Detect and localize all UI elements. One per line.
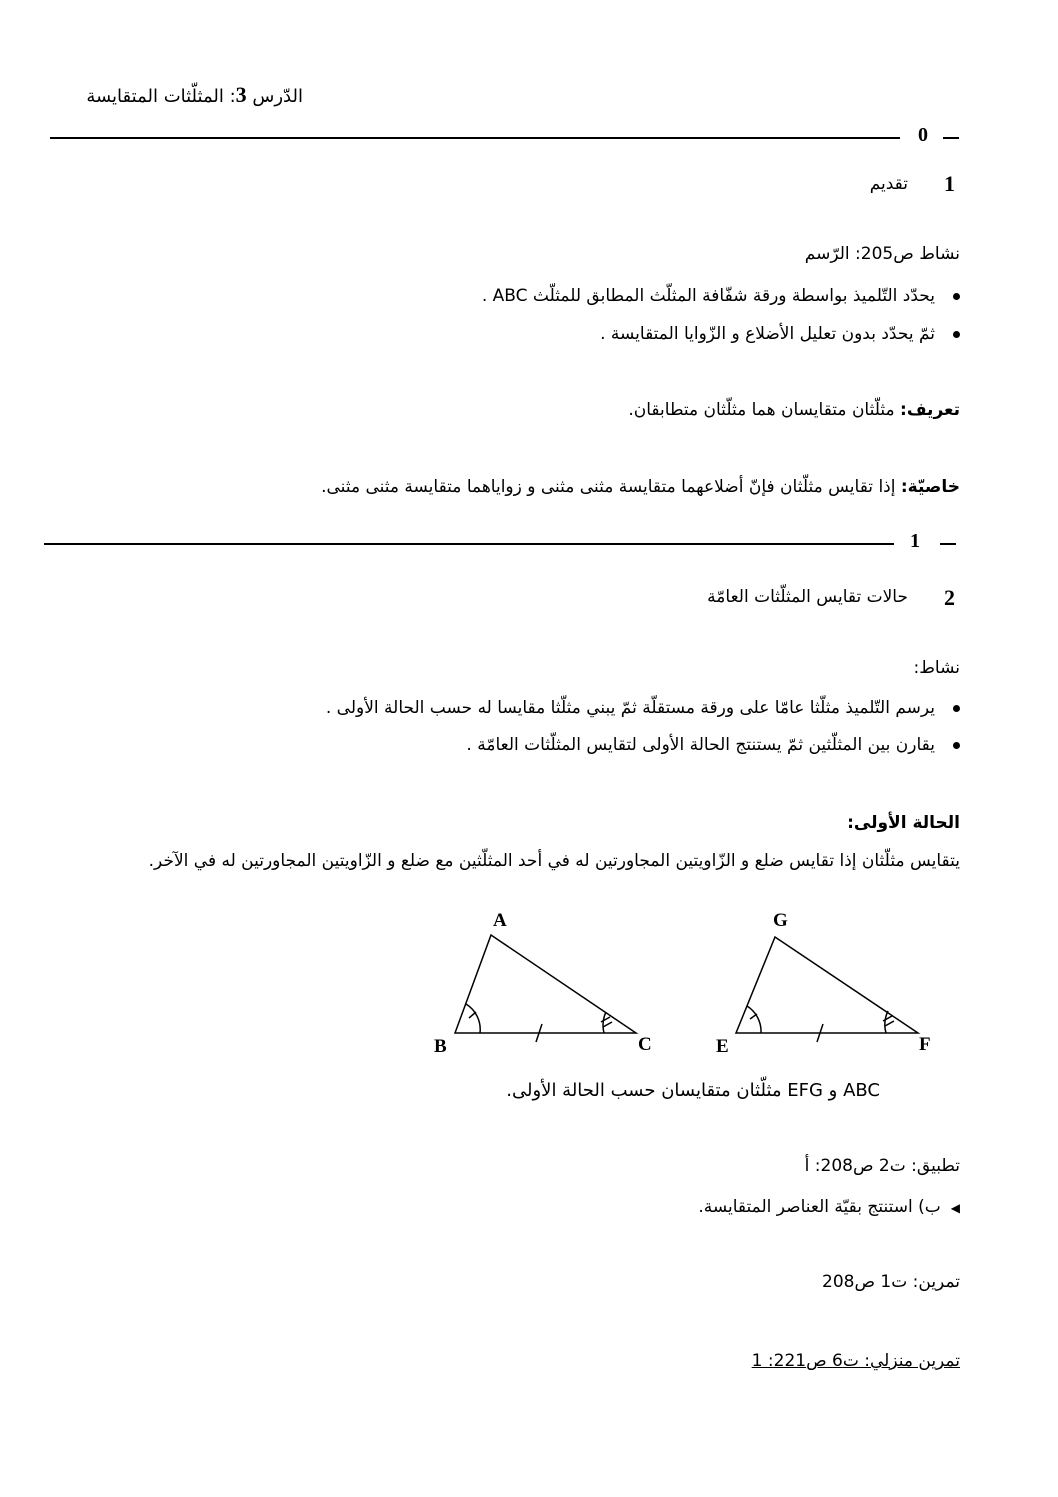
divider-0 — [50, 137, 900, 139]
triangle-left-icon: ◀ — [950, 1201, 960, 1215]
bullet-text: يقارن بين المثلّثين ثمّ يستنتج الحالة الأولى لتقايس المثلّثات العامّة . — [466, 735, 935, 755]
case-text: يتقايس مثلّثان إذا تقايس ضلع و الزّاويتين المجاورتين له في أحد المثلّثين مع ضلع و الزّاويتين المجاورتين له في الآخر. — [148, 851, 960, 871]
angle-mark-f — [885, 1011, 888, 1033]
triangles-figure — [420, 900, 980, 1060]
exercise: تمرين: ت1 ص208 — [822, 1272, 960, 1292]
divider-1-dash — [940, 543, 956, 545]
vertex-label-e: E — [716, 1036, 729, 1057]
vertex-label-a: A — [493, 910, 507, 931]
title-prefix: الدّرس — [252, 86, 303, 107]
application-b — [698, 1195, 960, 1220]
figure-caption: ABC و EFG مثلّثان متقايسان حسب الحالة الأولى. — [506, 1080, 880, 1101]
divider-1-label: 1 — [910, 530, 920, 552]
property-text: إذا تقايس مثلّثان فإنّ أضلاعهما متقايسة مثنى مثنى و زواياهما متقايسة مثنى مثنى. — [321, 477, 901, 497]
vertex-label-g: G — [773, 910, 788, 931]
bullet-text: يحدّد التّلميذ بواسطة ورقة شفّافة المثلّث المطابق للمثلّث ABC . — [481, 286, 935, 306]
section-1-number: 1 — [944, 171, 955, 196]
lesson-number: 3 — [235, 82, 247, 107]
lesson-title — [86, 83, 303, 109]
divider-0-label: 0 — [918, 124, 928, 146]
property — [321, 475, 960, 499]
title-text: المثلّثات المتقايسة — [86, 86, 224, 107]
bullet-item — [326, 696, 960, 720]
property-label: خاصيّة: — [900, 477, 960, 497]
definition-text: مثلّثان متقايسان هما مثلّثان متطابقان. — [628, 400, 901, 420]
case-title: الحالة الأولى: — [847, 813, 960, 833]
activity-1: نشاط ص205: الرّسم — [804, 244, 960, 264]
bullet-item — [600, 322, 960, 346]
bullet-icon — [953, 742, 960, 749]
section-2-number: 2 — [944, 585, 955, 610]
application-b-text: ب) استنتج بقيّة العناصر المتقايسة. — [698, 1197, 941, 1217]
definition — [628, 398, 960, 422]
title-sep: : — [229, 86, 236, 107]
angle-mark-b — [466, 1004, 480, 1033]
section-1-heading: تقديم — [869, 174, 908, 194]
bullet-icon — [953, 705, 960, 712]
divider-1 — [44, 543, 894, 545]
bullet-text: ثمّ يحدّد بدون تعليل الأضلاع و الزّوايا المتقايسة . — [600, 324, 935, 344]
bullet-item — [482, 284, 960, 308]
activity-2: نشاط: — [913, 658, 960, 678]
vertex-label-c: C — [638, 1034, 652, 1055]
angle-mark-e — [747, 1006, 761, 1033]
definition-label: تعريف: — [900, 400, 960, 420]
bullet-text: يرسم التّلميذ مثلّثا عامّا على ورقة مستقلّة ثمّ يبني مثلّثا مقايسا له حسب الحالة الأولى . — [325, 698, 935, 718]
vertex-label-f: F — [919, 1034, 931, 1055]
section-2-heading: حالات تقايس المثلّثات العامّة — [707, 587, 908, 607]
vertex-label-b: B — [434, 1036, 447, 1057]
bullet-icon — [953, 331, 960, 338]
bullet-item — [466, 733, 960, 757]
bullet-icon — [953, 293, 960, 300]
divider-0-dash — [943, 137, 959, 139]
angle-mark-c — [603, 1012, 606, 1033]
homework: تمرين منزلي: ت6 ص221: 1 — [751, 1351, 960, 1371]
application: تطبيق: ت2 ص208: أ — [804, 1156, 960, 1176]
triangle-efg — [736, 937, 918, 1033]
